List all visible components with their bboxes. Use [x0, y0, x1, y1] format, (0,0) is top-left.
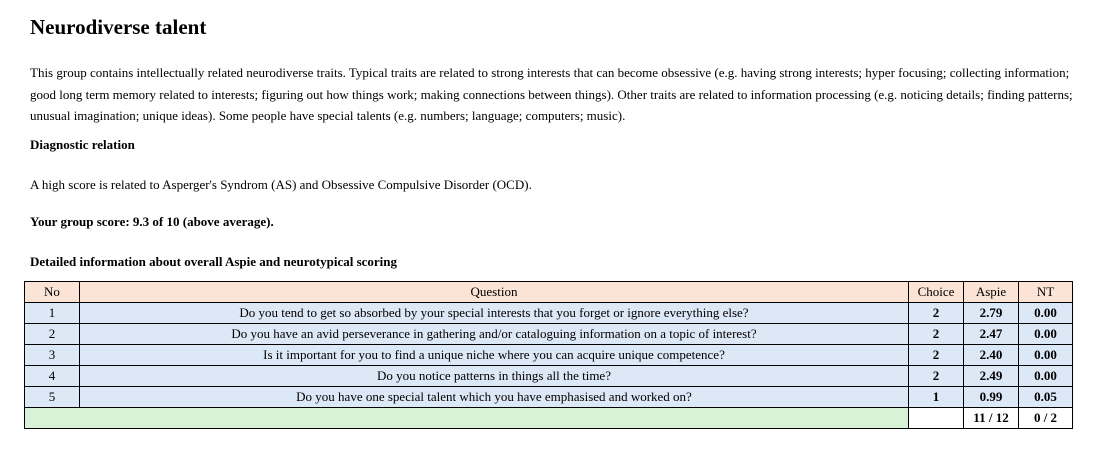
totals-row	[25, 408, 1073, 429]
row-choice: 1	[909, 387, 964, 408]
page-title: Neurodiverse talent	[30, 15, 207, 39]
diagnostic-text: A high score is related to Asperger's Syndrom (AS) and Obsessive Compulsive Disorder (OCD).	[30, 177, 532, 192]
row-choice: 2	[909, 366, 964, 387]
row-no: 2	[25, 324, 80, 345]
row-aspie: 2.49	[964, 366, 1019, 387]
totals-aspie: 11 / 12	[964, 408, 1019, 429]
header-nt: NT	[1019, 282, 1073, 303]
row-no: 5	[25, 387, 80, 408]
scoring-table	[24, 281, 1073, 429]
row-question: Do you have one special talent which you have emphasised and worked on?	[80, 387, 909, 408]
header-choice: Choice	[909, 282, 964, 303]
totals-blank	[25, 408, 909, 429]
row-nt: 0.00	[1019, 366, 1073, 387]
table-row	[25, 303, 1073, 324]
row-nt: 0.05	[1019, 387, 1073, 408]
row-aspie: 0.99	[964, 387, 1019, 408]
row-aspie: 2.40	[964, 345, 1019, 366]
row-nt: 0.00	[1019, 303, 1073, 324]
row-question: Do you notice patterns in things all the time?	[80, 366, 909, 387]
header-question: Question	[80, 282, 909, 303]
row-aspie: 2.79	[964, 303, 1019, 324]
table-row	[25, 366, 1073, 387]
row-question: Is it important for you to find a unique niche where you can acquire unique competence?	[80, 345, 909, 366]
row-choice: 2	[909, 345, 964, 366]
detail-heading: Detailed information about overall Aspie and neurotypical scoring	[30, 254, 398, 269]
table-row	[25, 345, 1073, 366]
row-choice: 2	[909, 324, 964, 345]
row-nt: 0.00	[1019, 324, 1073, 345]
totals-nt: 0 / 2	[1019, 408, 1073, 429]
row-choice: 2	[909, 303, 964, 324]
table-row	[25, 324, 1073, 345]
table-row	[25, 387, 1073, 408]
header-aspie: Aspie	[964, 282, 1019, 303]
header-no: No	[25, 282, 80, 303]
row-no: 4	[25, 366, 80, 387]
table-header-row	[25, 282, 1073, 303]
group-description: This group contains intellectually related neurodiverse traits. Typical traits are related to strong interests that can become obsessive (e.g. having strong interests; hyper focusing; collecting information; good long term memory related to interests; figuring out how things work; making connections between things). Other traits are related to information processing (e.g. noticing details; finding patterns; unusual imagination; unique ideas). Some people have special talents (e.g. numbers; language; computers; music).	[30, 65, 1073, 123]
row-question: Do you tend to get so absorbed by your special interests that you forget or ignore everything else?	[80, 303, 909, 324]
row-aspie: 2.47	[964, 324, 1019, 345]
row-no: 3	[25, 345, 80, 366]
row-nt: 0.00	[1019, 345, 1073, 366]
group-score: Your group score: 9.3 of 10 (above average).	[30, 214, 274, 229]
totals-choice-blank	[909, 408, 964, 429]
row-no: 1	[25, 303, 80, 324]
diagnostic-heading: Diagnostic relation	[30, 137, 135, 152]
row-question: Do you have an avid perseverance in gathering and/or cataloguing information on a topic of interest?	[80, 324, 909, 345]
